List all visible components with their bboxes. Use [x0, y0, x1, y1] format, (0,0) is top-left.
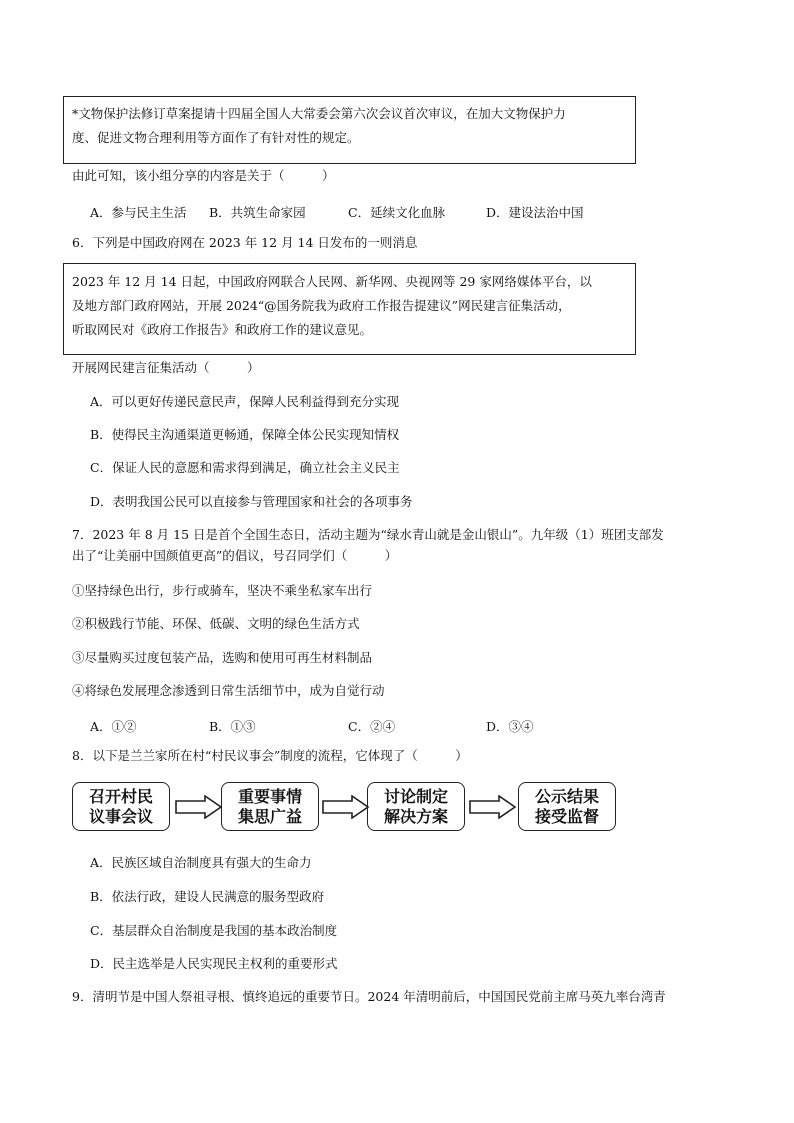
- flow-step-4: [518, 782, 616, 831]
- q8-stem: 8．以下是兰兰家所在村“村民议事会”制度的流程，它体现了（ ）: [72, 748, 468, 763]
- q6-stem: 6．下列是中国政府网在 2023 年 12 月 14 日发布的一则消息: [72, 235, 418, 250]
- flow-step-4-line-1: 公示结果: [534, 786, 599, 806]
- flow-arrow-1-icon: [175, 795, 223, 819]
- news-box-q6-line-1: 2023 年 12 月 14 日起，中国政府网联合人民网、新华网、央视网等 29 家网络媒体平台，以: [72, 274, 592, 289]
- q7-option-a[interactable]: A．①②: [90, 719, 137, 734]
- flow-step-3-line-2: 解决方案: [383, 806, 448, 826]
- q6-sub-stem: 开展网民建言征集活动（ ）: [72, 360, 260, 375]
- q7-options: [90, 717, 710, 735]
- q8-option-a[interactable]: A．民族区域自治制度具有强大的生命力: [90, 855, 312, 870]
- q7-option-c[interactable]: C．②④: [348, 719, 396, 734]
- q6-option-c[interactable]: C．保证人民的意愿和需求得到满足，确立社会主义民主: [90, 460, 400, 475]
- news-box-top-line-2: 度、促进文物合理利用等方面作了有针对性的规定。: [72, 129, 360, 145]
- news-box-q6: [63, 263, 636, 355]
- q5-option-b[interactable]: B．共筑生命家园: [209, 205, 306, 220]
- news-box-top: [63, 96, 636, 164]
- flow-step-2-line-1: 重要事情: [237, 786, 302, 806]
- flow-step-3-line-1: 讨论制定: [383, 786, 448, 806]
- q6-option-d[interactable]: D．表明我国公民可以直接参与管理国家和社会的各项事务: [90, 494, 413, 509]
- q7-option-d[interactable]: D．③④: [486, 719, 534, 734]
- q9-stem: 9．清明节是中国人祭祖寻根、慎终追远的重要节日。2024 年清明前后，中国国民党前主席马英九率台湾青: [72, 989, 666, 1004]
- q5-option-a[interactable]: A．参与民主生活: [90, 205, 187, 220]
- q5-options: [90, 203, 710, 221]
- q8-option-d[interactable]: D．民主选举是人民实现民主权利的重要形式: [90, 956, 338, 971]
- flow-step-1: [72, 782, 170, 831]
- news-box-q6-line-3: 听取网民对《政府工作报告》和政府工作的建议意见。: [72, 321, 373, 337]
- q7-item-3: ③尽量购买过度包装产品，选购和使用可再生材料制品: [72, 650, 373, 665]
- q6-option-b[interactable]: B．使得民主沟通渠道更畅通，保障全体公民实现知情权: [90, 427, 400, 442]
- flow-step-2: [221, 782, 319, 831]
- q6-option-a[interactable]: A．可以更好传递民意民声，保障人民利益得到充分实现: [90, 394, 400, 409]
- flow-arrow-2-icon: [322, 795, 370, 819]
- news-box-q6-line-2: 及地方部门政府网站，开展 2024“@国务院我为政府工作报告提建议”网民建言征集活动，: [72, 297, 571, 313]
- flow-step-2-line-2: 集思广益: [237, 806, 302, 826]
- q5-option-c[interactable]: C．延续文化血脉: [348, 205, 446, 220]
- q7-option-b[interactable]: B．①③: [209, 719, 256, 734]
- q8-option-c[interactable]: C．基层群众自治制度是我国的基本政治制度: [90, 923, 338, 938]
- q7-item-1: ①坚持绿色出行，步行或骑车，坚决不乘坐私家车出行: [72, 583, 373, 598]
- q8-option-b[interactable]: B．依法行政，建设人民满意的服务型政府: [90, 889, 325, 904]
- q7-item-2: ②积极践行节能、环保、低碳、文明的绿色生活方式: [72, 616, 360, 631]
- q7-stem-line-1: 7．2023 年 8 月 15 日是首个全国生态日，活动主题为“绿水青山就是金山银山”。九年级（1）班团支部发: [72, 527, 664, 542]
- q7-stem-line-2: 出了“让美丽中国颜值更高”的倡议，号召同学们（ ）: [72, 548, 398, 563]
- flow-arrow-3-icon: [469, 795, 517, 819]
- news-box-top-line-1: *文物保护法修订草案提请十四届全国人大常委会第六次会议首次审议，在加大文物保护力: [72, 106, 566, 121]
- q5-stem: 由此可知，该小组分享的内容是关于（ ）: [72, 168, 335, 183]
- flow-step-3: [367, 782, 465, 831]
- flow-step-1-line-1: 召开村民: [88, 786, 153, 806]
- flow-step-4-line-2: 接受监督: [534, 806, 599, 826]
- q5-option-d[interactable]: D．建设法治中国: [486, 205, 584, 220]
- flow-step-1-line-2: 议事会议: [88, 806, 153, 826]
- q7-item-4: ④将绿色发展理念渗透到日常生活细节中，成为自觉行动: [72, 683, 385, 698]
